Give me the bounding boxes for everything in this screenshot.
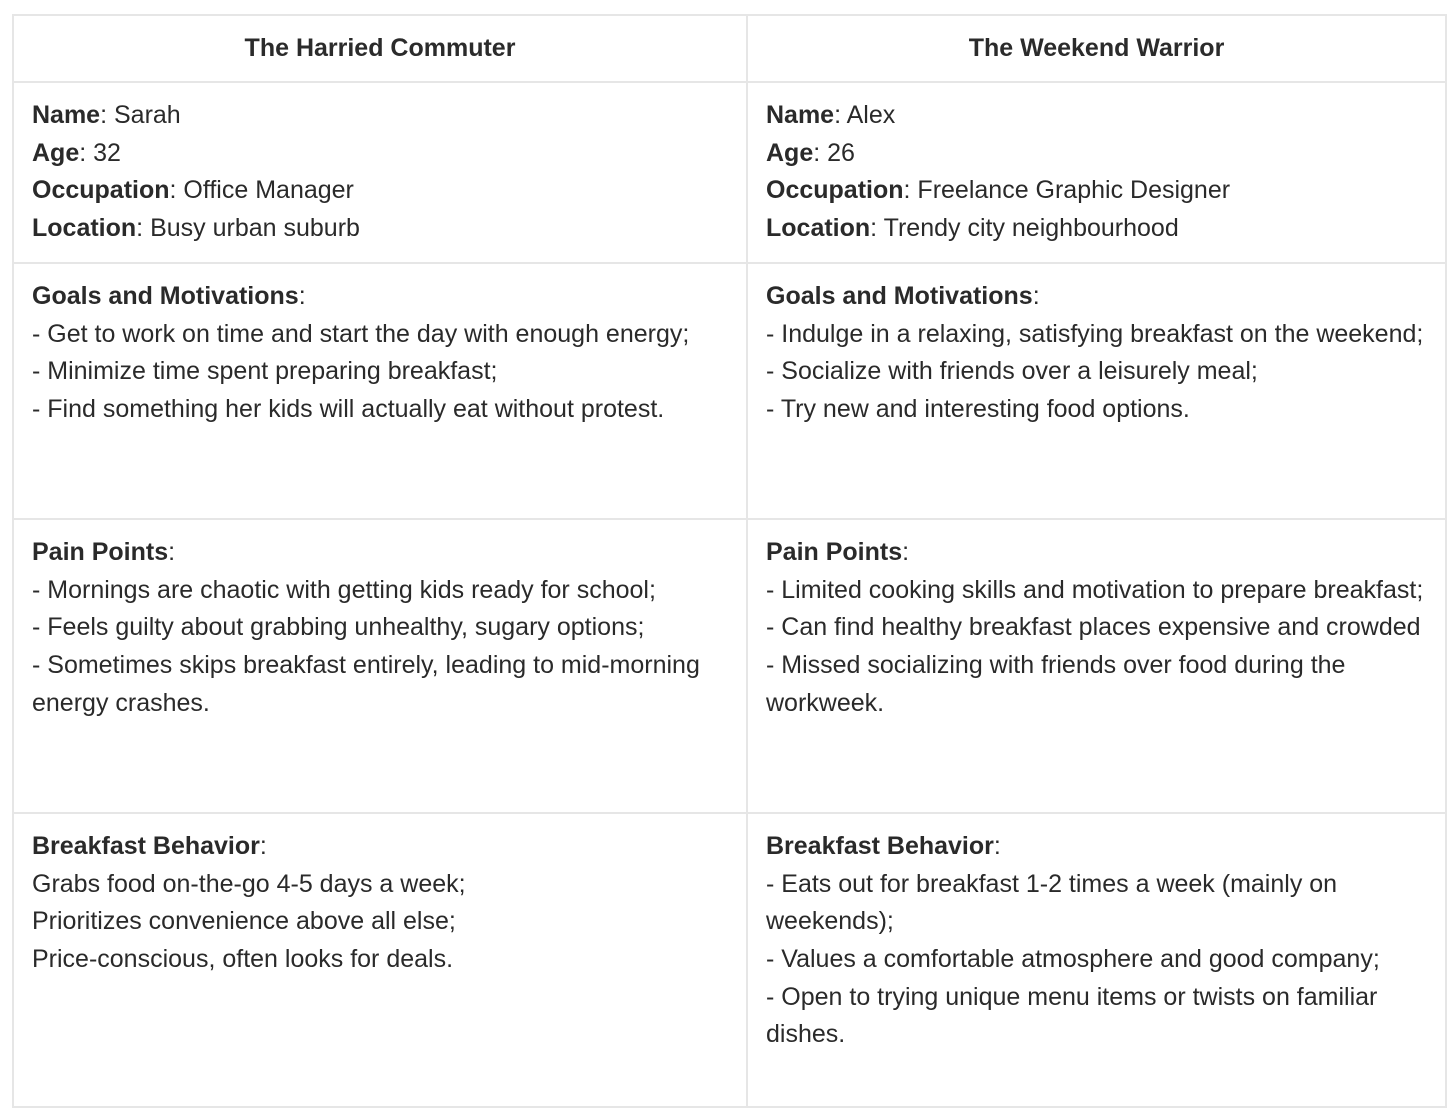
field-label: Location xyxy=(32,214,137,243)
profile-line-location: Location: Trendy city neighbourhood xyxy=(766,214,1179,243)
section-heading: Breakfast Behavior xyxy=(32,831,260,860)
section-heading: Pain Points xyxy=(32,537,169,566)
list-item: - Can find healthy breakfast places expensive and crowded xyxy=(766,613,1421,642)
section-heading: Goals and Motivations xyxy=(766,281,1033,310)
section-heading-line: Pain Points: xyxy=(766,537,910,566)
field-value: Busy urban suburb xyxy=(150,214,360,243)
section-heading-line: Goals and Motivations: xyxy=(766,281,1040,310)
field-label: Occupation xyxy=(766,176,904,205)
profile-line-location: Location: Busy urban suburb xyxy=(32,214,360,243)
table-row-pain-points xyxy=(13,519,1446,813)
table-row-profile xyxy=(13,82,1446,263)
field-value: Office Manager xyxy=(183,176,354,205)
list-item: - Values a comfortable atmosphere and good company; xyxy=(766,944,1380,973)
persona-title-warrior: The Weekend Warrior xyxy=(747,15,1446,82)
section-heading-line: Goals and Motivations: xyxy=(32,281,306,310)
field-label: Occupation xyxy=(32,176,170,205)
persona-comparison-table xyxy=(12,14,1447,1108)
goals-cell-commuter xyxy=(13,263,747,519)
field-label: Name xyxy=(32,101,101,129)
list-item: - Feels guilty about grabbing unhealthy, sugary options; xyxy=(32,613,645,642)
section-heading-line: Pain Points: xyxy=(32,537,176,566)
section-heading: Breakfast Behavior xyxy=(766,831,994,860)
profile-line-occupation: Occupation: Office Manager xyxy=(32,176,354,205)
list-item: - Eats out for breakfast 1-2 times a week (mainly on weekends); xyxy=(766,869,1338,936)
breakfast-behavior-cell-commuter xyxy=(13,813,747,1107)
persona-title-commuter: The Harried Commuter xyxy=(13,15,747,82)
field-value: Alex xyxy=(846,101,896,129)
table-row-goals xyxy=(13,263,1446,519)
field-value: Freelance Graphic Designer xyxy=(917,176,1231,205)
list-item: Prioritizes convenience above all else; xyxy=(32,907,456,936)
profile-line-occupation: Occupation: Freelance Graphic Designer xyxy=(766,176,1231,205)
profile-line-age: Age: 26 xyxy=(766,138,855,167)
list-item: - Sometimes skips breakfast entirely, leading to mid-morning energy crashes. xyxy=(32,650,700,717)
list-item: - Socialize with friends over a leisurely meal; xyxy=(766,357,1258,386)
field-label: Location xyxy=(766,214,871,243)
section-heading: Pain Points xyxy=(766,537,903,566)
section-heading-line: Breakfast Behavior: xyxy=(32,831,267,860)
table-row-breakfast-behavior xyxy=(13,813,1446,1107)
list-item: - Minimize time spent preparing breakfast; xyxy=(32,357,498,386)
profile-cell-warrior xyxy=(747,82,1446,263)
field-label: Name xyxy=(766,101,835,129)
list-item: Grabs food on-the-go 4-5 days a week; xyxy=(32,869,466,898)
list-item: - Mornings are chaotic with getting kids ready for school; xyxy=(32,575,656,604)
field-label: Age xyxy=(32,138,80,167)
list-item: - Limited cooking skills and motivation to prepare breakfast; xyxy=(766,575,1424,604)
pain-points-cell-warrior xyxy=(747,519,1446,813)
field-value: 26 xyxy=(827,138,855,167)
list-item: - Get to work on time and start the day with enough energy; xyxy=(32,319,690,348)
field-value: Sarah xyxy=(114,101,181,129)
profile-line-name: Name: Alex xyxy=(766,101,896,129)
breakfast-behavior-cell-warrior xyxy=(747,813,1446,1107)
field-value: Trendy city neighbourhood xyxy=(883,214,1179,243)
profile-line-name: Name: Sarah xyxy=(32,101,181,129)
section-heading-line: Breakfast Behavior: xyxy=(766,831,1001,860)
list-item: - Indulge in a relaxing, satisfying breakfast on the weekend; xyxy=(766,319,1424,348)
table-header-row xyxy=(13,15,1446,82)
list-item: - Open to trying unique menu items or twists on familiar dishes. xyxy=(766,982,1378,1049)
goals-cell-warrior xyxy=(747,263,1446,519)
list-item: - Find something her kids will actually eat without protest. xyxy=(32,394,665,423)
profile-line-age: Age: 32 xyxy=(32,138,121,167)
list-item: - Try new and interesting food options. xyxy=(766,394,1190,423)
list-item: Price-conscious, often looks for deals. xyxy=(32,944,454,973)
pain-points-cell-commuter xyxy=(13,519,747,813)
field-value: 32 xyxy=(93,138,121,167)
field-label: Age xyxy=(766,138,814,167)
list-item: - Missed socializing with friends over food during the workweek. xyxy=(766,650,1346,717)
profile-cell-commuter xyxy=(13,82,747,263)
section-heading: Goals and Motivations xyxy=(32,281,299,310)
